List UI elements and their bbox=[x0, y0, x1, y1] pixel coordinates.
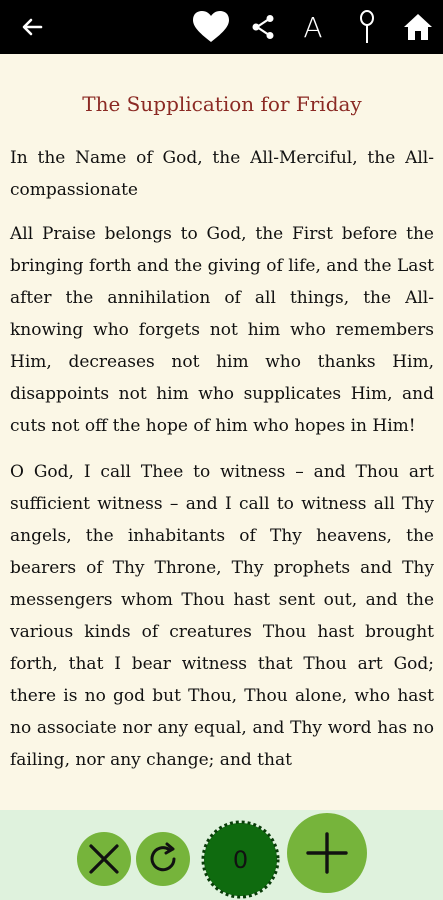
font-size-button[interactable] bbox=[296, 0, 330, 54]
add-button[interactable] bbox=[287, 813, 367, 893]
refresh-button[interactable] bbox=[136, 832, 190, 886]
tap-counter[interactable] bbox=[201, 820, 280, 899]
paragraph-praise: All Praise belongs to God, the First before the bringing forth and the giving of life, and the Last after the annihilation of all things, the All-knowing who forgets not him who remembers Him, decreases not him who thanks Him, disappoints not him who supplicates Him, and cuts not off the hope of him who hopes in Him! bbox=[10, 224, 434, 436]
pin-button[interactable] bbox=[354, 0, 380, 54]
top-toolbar bbox=[0, 0, 443, 54]
arrow-left-icon bbox=[21, 16, 43, 38]
back-button[interactable] bbox=[12, 0, 52, 54]
favorite-button[interactable] bbox=[190, 0, 232, 54]
font-size-icon: A bbox=[303, 10, 323, 44]
close-icon bbox=[87, 842, 121, 876]
share-button[interactable] bbox=[248, 0, 278, 54]
paragraph-invocation: In the Name of God, the All-Merciful, the All-compassionate bbox=[10, 148, 434, 200]
reset-button[interactable] bbox=[77, 832, 131, 886]
pin-icon bbox=[358, 10, 376, 44]
home-button[interactable] bbox=[400, 0, 436, 54]
supplication-content[interactable] bbox=[0, 54, 443, 810]
refresh-icon bbox=[145, 841, 181, 877]
counter-value: 0 bbox=[232, 845, 249, 874]
share-icon bbox=[251, 14, 275, 40]
heart-icon bbox=[192, 10, 230, 44]
home-icon bbox=[403, 13, 433, 41]
page-title: The Supplication for Friday bbox=[82, 92, 362, 116]
paragraph-witness: O God, I call Thee to witness – and Thou art sufficient witness – and I call to witness all Thy angels, the inhabitants of Thy heavens, the bearers of Thy Throne, Thy prophets and Thy messengers whom Thou hast sent out, and the various kinds of creatures Thou hast brought forth, that I bear witness that Thou art God; there is no god but Thou, Thou alone, who hast no associate nor any equal, and Thy word has no failing, nor any change; and that bbox=[10, 462, 434, 770]
plus-icon bbox=[305, 831, 349, 875]
